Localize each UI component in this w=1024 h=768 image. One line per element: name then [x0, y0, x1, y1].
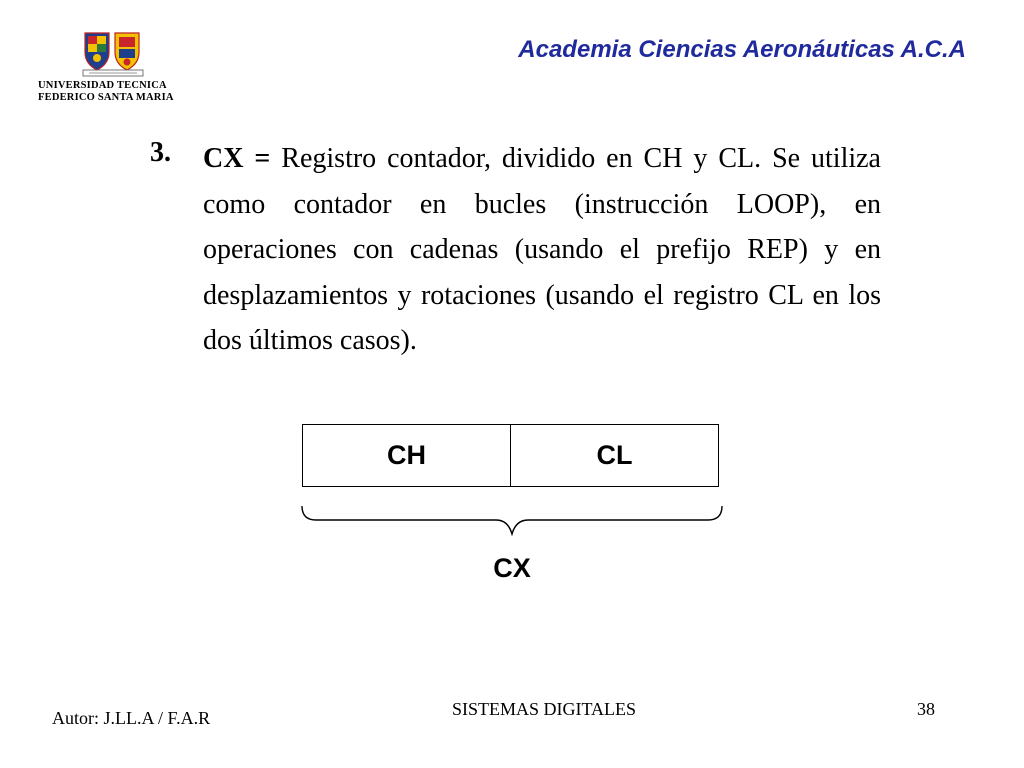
footer-course: SISTEMAS DIGITALES: [452, 699, 637, 719]
page-title: Academia Ciencias Aeronáuticas A.C.A: [518, 36, 966, 63]
university-crest-icon: [81, 30, 145, 78]
item-term: CX =: [203, 143, 271, 174]
item-description: Registro contador, dividido en CH y CL. Se utiliza como contador en bucles (instrucción LOOP), en operaciones con cadenas (usando el prefijo REP) y en desplazamientos y rotaciones (usando el registro CL en los dos últimos casos).: [203, 143, 881, 356]
register-low-cell: CL: [596, 440, 633, 470]
curly-brace-icon: [300, 500, 724, 548]
item-number: 3.: [150, 137, 171, 168]
register-name-label: CX: [493, 553, 531, 583]
item-body: [203, 136, 881, 364]
page-number: 38: [917, 699, 935, 719]
register-diagram: [302, 424, 719, 487]
footer-author: Autor: J.LL.A / F.A.R: [52, 708, 211, 728]
register-high-cell: CH: [303, 425, 511, 486]
university-name-line1: UNIVERSIDAD TECNICA: [38, 80, 167, 91]
university-logo: [38, 30, 188, 110]
university-name-line2: FEDERICO SANTA MARIA: [38, 92, 174, 103]
